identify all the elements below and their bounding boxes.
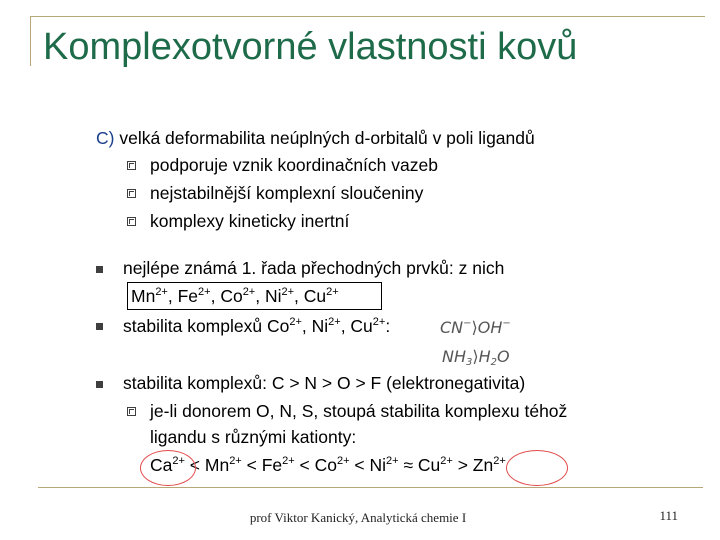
section-c-sub-item: nejstabilnější komplexní sloučeniny [150,183,424,203]
bullet-3-sub-line-2: ligandu s různými kationty: [150,427,357,447]
hollow-square-bullet-icon [127,217,136,226]
section-c-prefix: C) [96,128,115,148]
page-number: 111 [659,508,678,523]
frame-bottom-rule [38,487,703,488]
square-bullet-icon [96,266,103,273]
footer-author: prof Viktor Kanický, Analytická chemie I [249,510,467,525]
bullet-1-ions: $Mn^{2+}$, $Fe^{2+}$, $Co^{2+}$, $Ni^{2+}$, $Cu^{2+}$ [131,286,339,306]
ligand-order-formula-1: CN−⟩OH− [440,318,511,337]
bullet-1-line-1: nejlépe známá 1. řada přechodných prvků: z nich [123,258,505,278]
slide-title: Komplexotvorné vlastnosti kovů [43,26,578,68]
hollow-square-bullet-icon [127,407,136,416]
section-c-sub-item: podporuje vznik koordinačních vazeb [150,155,438,175]
section-c-sub-item: komplexy kineticky inertní [150,211,350,231]
circle-highlight-ca [140,450,196,486]
hollow-square-bullet-icon [127,189,136,198]
circle-highlight-zn [506,450,568,486]
bullet-3-line: stabilita komplexů: C > N > O > F (elektronegativita) [123,373,526,393]
square-bullet-icon [96,323,103,330]
stability-series: $Ca^{2+} < Mn^{2+} < Fe^{2+} < Co^{2+} < Ni^{2+} \approx Cu^{2+} > Zn^{2+}$ [150,455,506,475]
section-c-text: velká deformabilita neúplných d-orbitalů v poli ligandů [119,128,535,148]
square-bullet-icon [96,381,103,388]
ligand-order-formula-2: $NH_3⟩H_2O$ [442,347,510,368]
frame-top-rule [30,16,705,17]
hollow-square-bullet-icon [127,161,136,170]
frame-left-rule [30,16,31,66]
bullet-2-line: stabilita komplexů $Co^{2+}$, $Ni^{2+}$, $Cu^{2+}$: [123,316,391,336]
bullet-3-sub-line-1: je-li donorem O, N, S, stoupá stabilita komplexu téhož [150,401,568,421]
section-c-line [96,128,535,148]
